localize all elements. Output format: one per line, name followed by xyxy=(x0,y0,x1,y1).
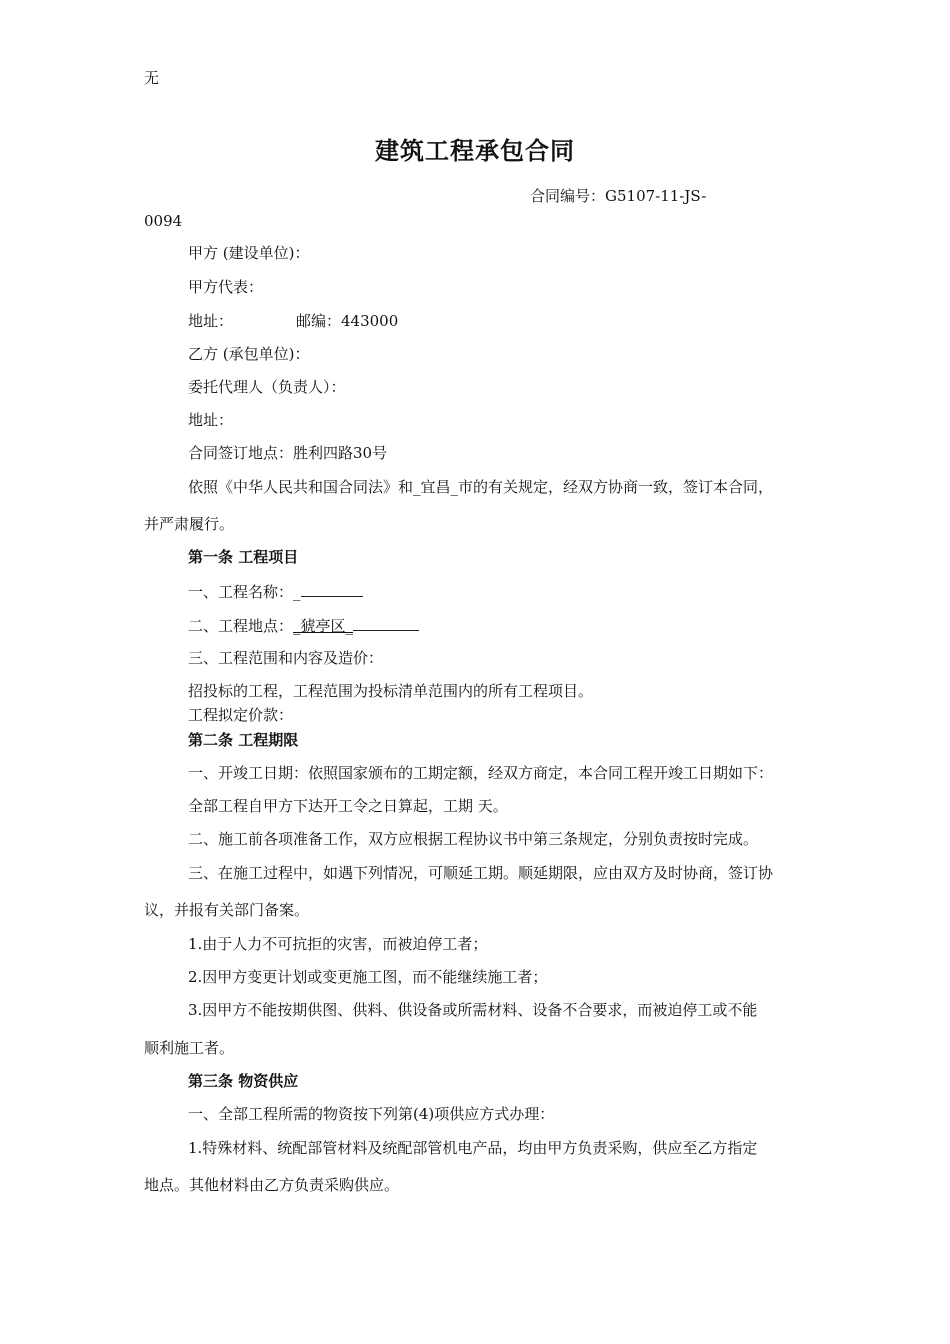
scope-text: 招投标的工程，工程范围为投标清单范围内的所有工程项目。 xyxy=(188,682,594,700)
preamble-line-2: 并严肃履行。 xyxy=(144,515,235,533)
article-3-heading: 第三条 物资供应 xyxy=(188,1072,299,1090)
scope-label: 三、工程范围和内容及造价： xyxy=(188,649,384,667)
article-2-p2: 二、施工前各项准备工作，双方应根据工程协议书中第三条规定，分别负责按时完成。 xyxy=(188,830,759,848)
project-location-text: 二、工程地点： xyxy=(188,617,294,635)
contract-number-continued: 0094 xyxy=(144,212,183,230)
article-3-item-1-line-2: 地点。其他材料由乙方负责采购供应。 xyxy=(144,1176,400,1194)
price-label: 工程拟定价款： xyxy=(188,706,294,724)
article-1-heading: 第一条 工程项目 xyxy=(188,548,299,566)
sign-place: 合同签订地点：胜利四路30号 xyxy=(188,444,388,462)
project-location-label xyxy=(188,614,419,636)
project-name-text: 一、工程名称：_ xyxy=(188,583,301,601)
party-b-address: 地址： xyxy=(188,411,234,429)
article-2-heading: 第二条 工程期限 xyxy=(188,731,299,749)
project-location-value: _猇亭区_ xyxy=(293,617,354,635)
article-2-item-2: 2.因甲方变更计划或变更施工图，而不能继续施工者； xyxy=(188,968,548,986)
document-title: 建筑工程承包合同 xyxy=(375,137,575,165)
contract-number: 合同编号：G5107-11-JS- xyxy=(530,187,707,205)
article-2-item-3-line-1: 3.因甲方不能按期供图、供料、供设备或所需材料、设备不合要求，而被迫停工或不能 xyxy=(188,1001,758,1019)
party-a-unit: 甲方 (建设单位)： xyxy=(188,244,310,262)
preamble-line-1: 依照《中华人民共和国合同法》和_宜昌_市的有关规定，经双方协商一致，签订本合同， xyxy=(188,478,774,496)
project-name-blank xyxy=(301,580,363,597)
article-2-p3-line-1: 三、在施工过程中，如遇下列情况，可顺延工期。顺延期限，应由双方及时协商，签订协 xyxy=(188,864,774,882)
article-2-item-3-line-2: 顺利施工者。 xyxy=(144,1039,235,1057)
party-a-address: 地址： xyxy=(188,312,234,330)
article-2-p3-line-2: 议，并报有关部门备案。 xyxy=(144,901,310,919)
article-2-item-1: 1.由于人力不可抗拒的灾害，而被迫停工者； xyxy=(188,935,488,953)
party-b-agent: 委托代理人（负责人）： xyxy=(188,378,346,396)
party-a-rep: 甲方代表： xyxy=(188,278,264,296)
article-3-item-1-line-1: 1.特殊材料、统配部管材料及统配部管机电产品，均由甲方负责采购，供应至乙方指定 xyxy=(188,1139,758,1157)
project-location-blank xyxy=(353,614,419,631)
article-3-p1: 一、全部工程所需的物资按下列第(4)项供应方式办理： xyxy=(188,1105,555,1123)
party-b-unit: 乙方 (承包单位)： xyxy=(188,345,310,363)
party-a-postcode: 邮编：443000 xyxy=(296,312,399,330)
header-note: 无 xyxy=(144,69,160,87)
article-2-p1b: 全部工程自甲方下达开工令之日算起，工期 天。 xyxy=(188,797,508,815)
project-name-label xyxy=(188,580,363,602)
article-2-p1: 一、开竣工日期：依照国家颁布的工期定额，经双方商定，本合同工程开竣工日期如下： xyxy=(188,764,774,782)
